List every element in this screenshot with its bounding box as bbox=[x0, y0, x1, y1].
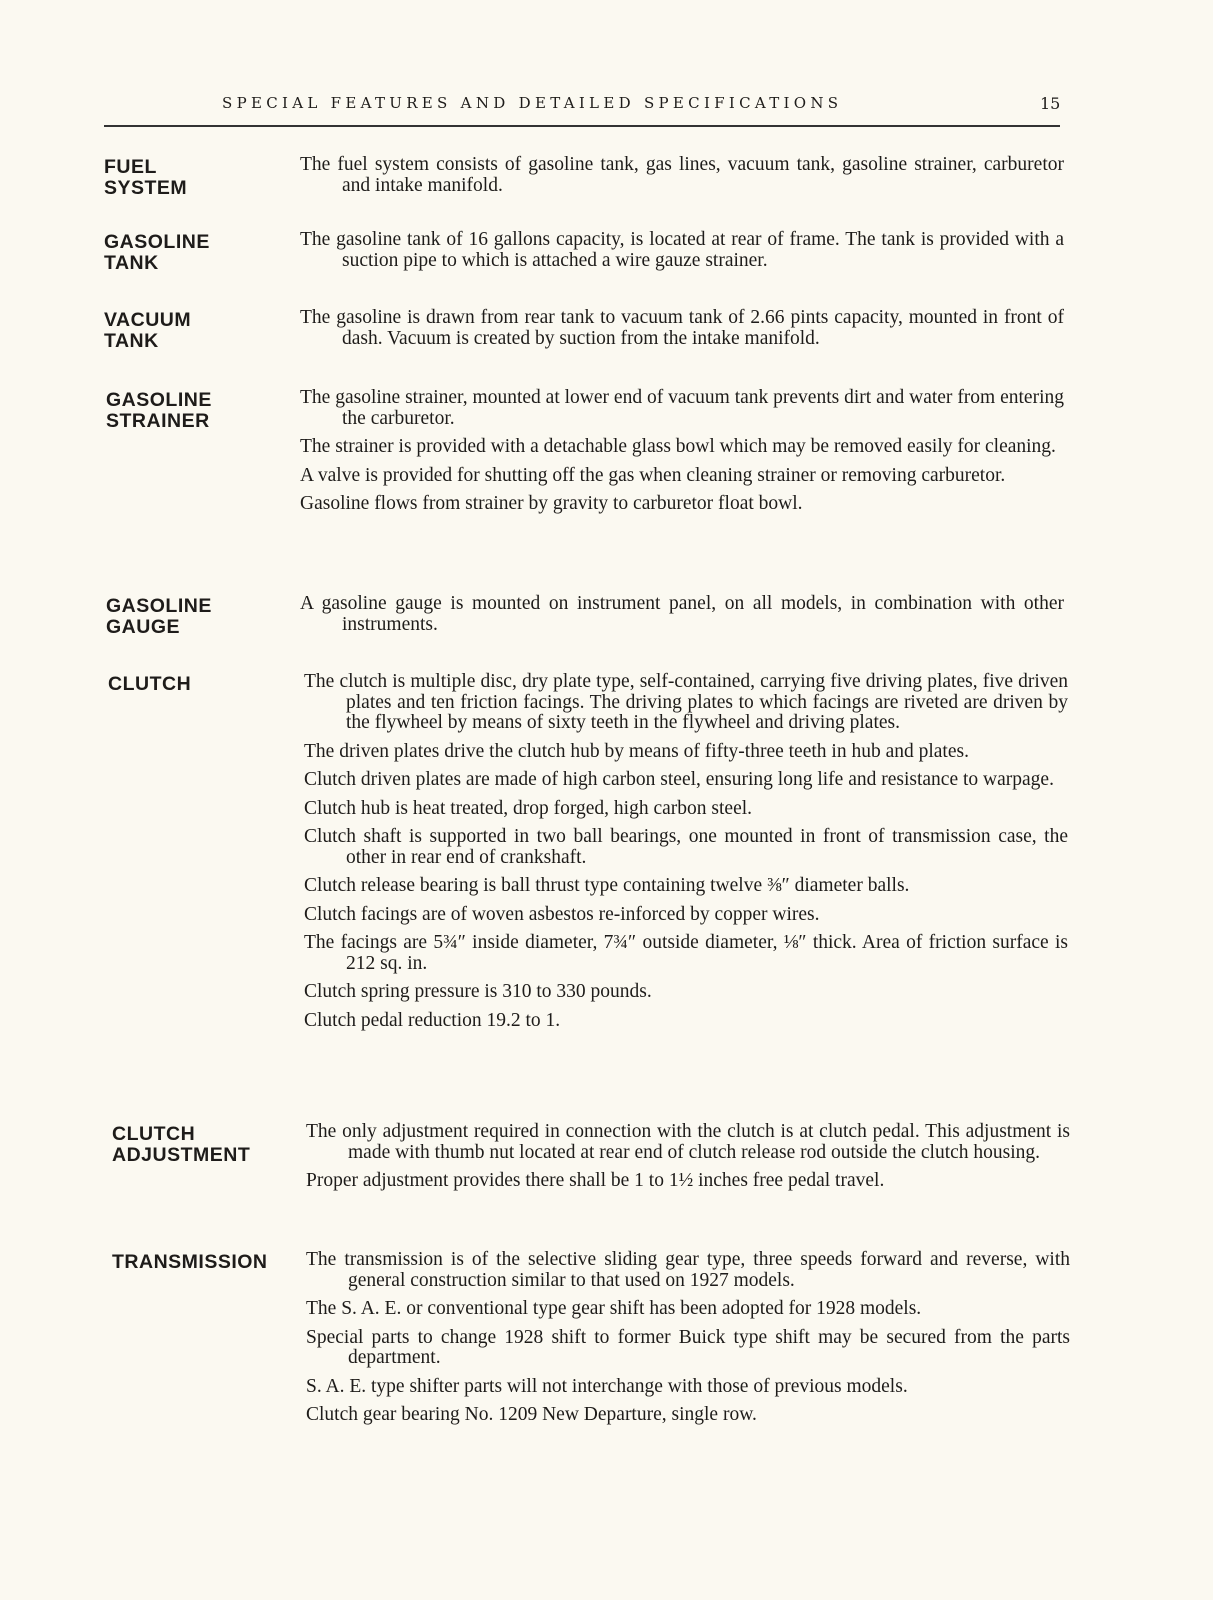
label-line: GASOLINE bbox=[106, 389, 212, 411]
section-body bbox=[300, 594, 1064, 643]
section-label bbox=[112, 1124, 302, 1166]
label-line: FUEL bbox=[104, 156, 157, 178]
paragraph: Special parts to change 1928 shift to former Buick type shift may be secured from the parts department. bbox=[306, 1326, 1070, 1368]
label-line bbox=[108, 695, 298, 716]
section-body bbox=[300, 308, 1064, 357]
section-label bbox=[104, 157, 294, 199]
page-number: 15 bbox=[1040, 94, 1061, 113]
paragraph: S. A. E. type shifter parts will not interchange with those of previous models. bbox=[306, 1375, 908, 1397]
paragraph: The facings are 5¾″ inside diameter, 7¾″ outside diameter, ⅛″ thick. Area of friction surface is 212 sq. in. bbox=[304, 932, 1068, 974]
paragraph: The only adjustment required in connection with the clutch is at clutch pedal. This adjustment is made with thumb nut located at rear end of clutch release rod outside the clutch housing. bbox=[306, 1121, 1070, 1163]
paragraph: Clutch driven plates are made of high carbon steel, ensuring long life and resistance to warpage. bbox=[304, 769, 1054, 790]
label-line: TRANSMISSION bbox=[112, 1251, 268, 1273]
paragraph: The fuel system consists of gasoline tank, gas lines, vacuum tank, gasoline strainer, carburetor and intake manifold. bbox=[300, 154, 1064, 196]
paragraph: Clutch release bearing is ball thrust type containing twelve ⅜″ diameter balls. bbox=[304, 875, 910, 896]
section-label bbox=[112, 1252, 302, 1294]
label-line: GASOLINE bbox=[106, 595, 212, 617]
paragraph: The gasoline strainer, mounted at lower end of vacuum tank prevents dirt and water from entering the carburetor. bbox=[300, 387, 1064, 429]
label-line: VACUUM bbox=[104, 309, 192, 331]
section-label bbox=[106, 390, 296, 432]
label-line: CLUTCH bbox=[108, 673, 192, 695]
section-body bbox=[300, 388, 1064, 523]
paragraph: The transmission is of the selective sliding gear type, three speeds forward and reverse, with general construction similar to that used on 1927 models. bbox=[306, 1249, 1070, 1291]
section-body bbox=[304, 672, 1068, 1039]
paragraph: Clutch hub is heat treated, drop forged, high carbon steel. bbox=[304, 797, 753, 819]
paragraph: Clutch gear bearing No. 1209 New Departure, single row. bbox=[306, 1404, 757, 1425]
paragraph: Proper adjustment provides there shall be 1 to 1½ inches free pedal travel. bbox=[306, 1170, 885, 1191]
label-line bbox=[112, 1273, 302, 1294]
paragraph: The gasoline is drawn from rear tank to vacuum tank of 2.66 pints capacity, mounted in front of dash. Vacuum is created by suction from the intake manifold. bbox=[300, 307, 1064, 349]
section-label bbox=[104, 310, 294, 352]
label-line: GASOLINE bbox=[104, 231, 210, 253]
label-line: CLUTCH bbox=[112, 1123, 196, 1145]
section-body bbox=[306, 1122, 1070, 1200]
section-label bbox=[108, 674, 298, 716]
paragraph: The clutch is multiple disc, dry plate type, self-contained, carrying five driving plates, five driven plates and ten friction facings. The driving plates to which facings are riveted are driven by the flywheel by means of sixty teeth in the flywheel and driving plates. bbox=[304, 671, 1068, 733]
paragraph: The driven plates drive the clutch hub by means of fifty-three teeth in hub and plates. bbox=[304, 740, 969, 762]
section-label bbox=[106, 596, 296, 638]
paragraph: Clutch spring pressure is 310 to 330 pounds. bbox=[304, 981, 652, 1002]
label-line: TANK bbox=[104, 330, 159, 352]
paragraph: The S. A. E. or conventional type gear shift has been adopted for 1928 models. bbox=[306, 1298, 922, 1319]
paragraph: Clutch shaft is supported in two ball bearings, one mounted in front of transmission case, the other in rear end of crankshaft. bbox=[304, 826, 1068, 868]
label-line: TANK bbox=[104, 252, 159, 274]
running-header: SPECIAL FEATURES AND DETAILED SPECIFICATIONS bbox=[222, 94, 843, 112]
label-line: ADJUSTMENT bbox=[112, 1144, 251, 1166]
header-rule bbox=[104, 125, 1060, 127]
section-body bbox=[300, 230, 1064, 279]
label-line: SYSTEM bbox=[104, 177, 188, 199]
paragraph: The gasoline tank of 16 gallons capacity, is located at rear of frame. The tank is provided with a suction pipe to which is attached a wire gauze strainer. bbox=[300, 229, 1064, 271]
paragraph: Clutch pedal reduction 19.2 to 1. bbox=[304, 1009, 561, 1031]
paragraph: A valve is provided for shutting off the gas when cleaning strainer or removing carburetor. bbox=[300, 464, 1006, 486]
section-body bbox=[306, 1250, 1070, 1434]
section-label bbox=[104, 232, 294, 274]
label-line: GAUGE bbox=[106, 616, 181, 638]
section-body bbox=[300, 155, 1064, 204]
paragraph: A gasoline gauge is mounted on instrument panel, on all models, in combination with other instruments. bbox=[300, 593, 1064, 635]
paragraph: Clutch facings are of woven asbestos re-inforced by copper wires. bbox=[304, 903, 820, 925]
paragraph: Gasoline flows from strainer by gravity to carburetor float bowl. bbox=[300, 493, 803, 514]
label-line: STRAINER bbox=[106, 410, 210, 432]
paragraph: The strainer is provided with a detachable glass bowl which may be removed easily for cleaning. bbox=[300, 436, 1056, 457]
